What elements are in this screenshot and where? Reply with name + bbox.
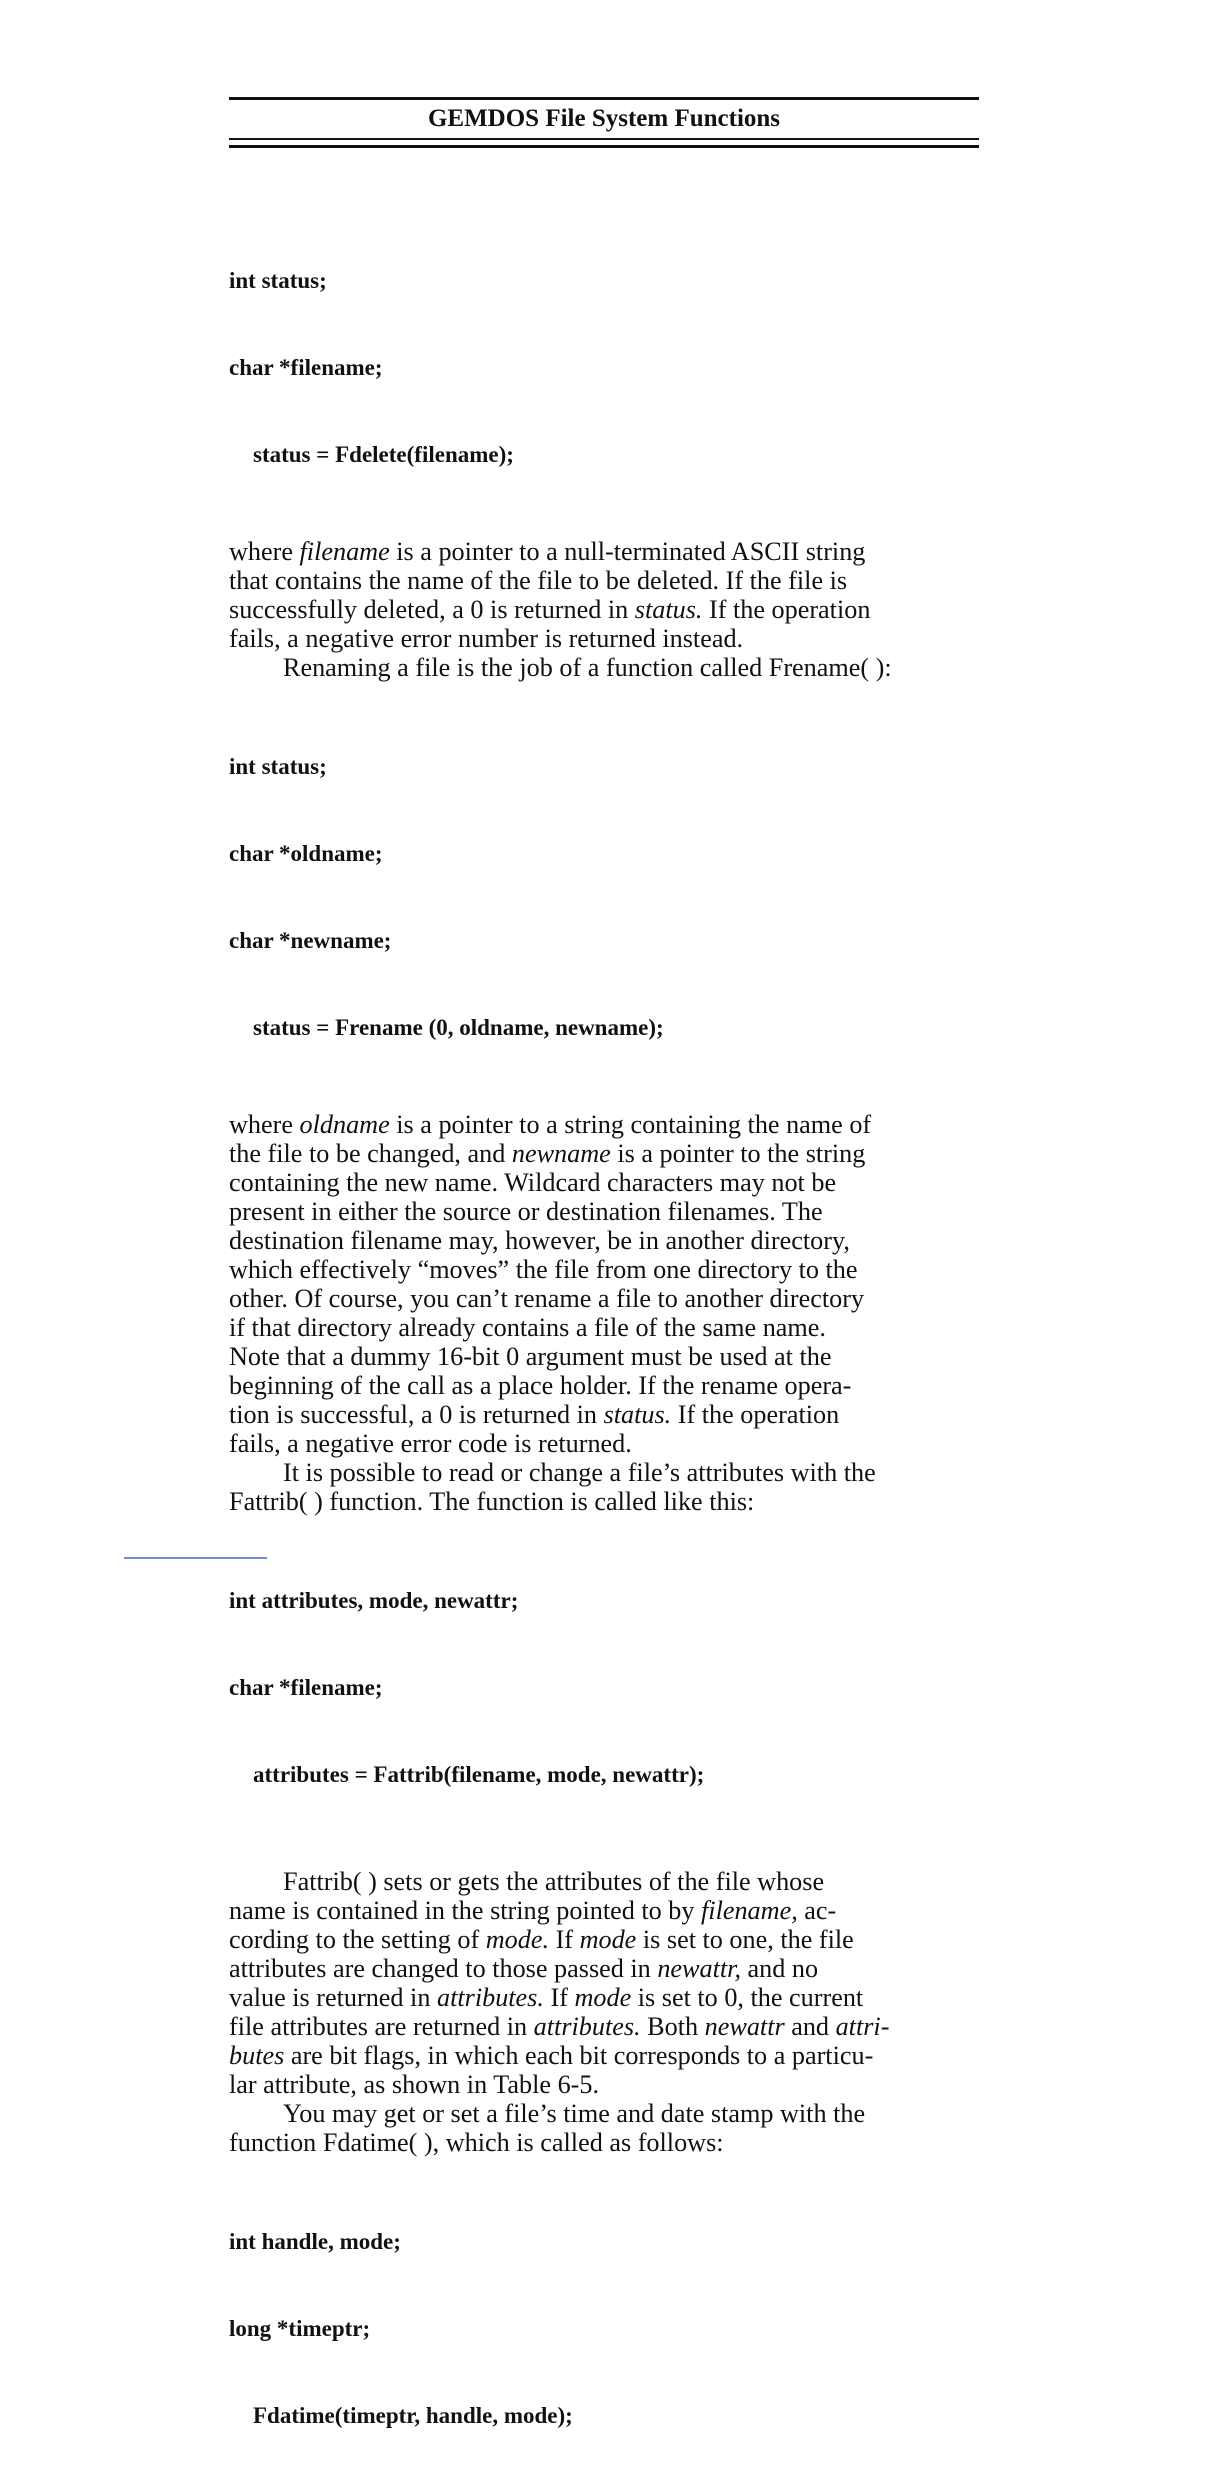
code-line: status = Frename (0, oldname, newname); [253, 1015, 664, 1040]
text-line: cording to the setting of mode. If mode is set to one, the file [229, 1925, 854, 1954]
text-line: name is contained in the string pointed to by filename, ac- [229, 1896, 837, 1925]
code-line: char *filename; [229, 355, 383, 380]
text-line: where filename is a pointer to a null-terminated ASCII string [229, 537, 866, 566]
footer-rule [124, 1557, 267, 1559]
text-line: present in either the source or destination filenames. The [229, 1197, 823, 1226]
code-block-fattrib [229, 1528, 981, 1847]
code-line: int handle, mode; [229, 2229, 401, 2254]
text-line: beginning of the call as a place holder. If the rename opera- [229, 1371, 852, 1400]
header-rule-top [229, 97, 979, 100]
text-line: fails, a negative error number is returned instead. [229, 624, 744, 653]
code-line: int attributes, mode, newattr; [229, 1588, 519, 1613]
italic-term: butes [229, 2041, 285, 2070]
italic-term: mode [579, 1925, 637, 1954]
text-line: tion is successful, a 0 is returned in status. If the operation [229, 1400, 840, 1429]
italic-term: newname [511, 1139, 611, 1168]
code-line: char *newname; [229, 928, 392, 953]
code-block-fdatime [229, 2169, 981, 2488]
paragraph-fattrib [229, 1867, 981, 2157]
text-line: lar attribute, as shown in Table 6-5. [229, 2070, 600, 2099]
text-line: which effectively “moves” the file from one directory to the [229, 1255, 858, 1284]
text-line: file attributes are returned in attributes. Both newattr and attri- [229, 2012, 890, 2041]
text-line: Renaming a file is the job of a function called Frename( ): [283, 653, 892, 682]
italic-term: mode [574, 1983, 632, 2012]
text-line: if that directory already contains a file of the same name. [229, 1313, 826, 1342]
text-line: You may get or set a file’s time and date stamp with the [283, 2099, 866, 2128]
header-rule-bottom-2 [229, 145, 979, 148]
code-line: int status; [229, 754, 327, 779]
text-line: successfully deleted, a 0 is returned in status. If the operation [229, 595, 871, 624]
text-line: attributes are changed to those passed in newattr, and no [229, 1954, 819, 1983]
code-line: Fdatime(timeptr, handle, mode); [253, 2403, 573, 2428]
text-line: function Fdatime( ), which is called as follows: [229, 2128, 724, 2157]
italic-term: status. [634, 595, 703, 624]
text-line: other. Of course, you can’t rename a file to another directory [229, 1284, 865, 1313]
text-line: Fattrib( ) function. The function is called like this: [229, 1487, 755, 1516]
code-block-frename [229, 694, 981, 1100]
italic-term: oldname [299, 1110, 390, 1139]
text-line: that contains the name of the file to be deleted. If the file is [229, 566, 848, 595]
italic-term: newattr, [657, 1954, 741, 1983]
paragraph-fdelete [229, 537, 981, 682]
text-line: It is possible to read or change a file’s attributes with the [283, 1458, 876, 1487]
italic-term: attributes. [533, 2012, 641, 2041]
italic-term: filename [299, 537, 390, 566]
text-line: value is returned in attributes. If mode is set to 0, the current [229, 1983, 864, 2012]
code-line: char *oldname; [229, 841, 383, 866]
code-line: int status; [229, 268, 327, 293]
paragraph-frename [229, 1110, 981, 1516]
text-line: the file to be changed, and newname is a pointer to the string [229, 1139, 866, 1168]
text-line: where oldname is a pointer to a string containing the name of [229, 1110, 872, 1139]
text-line: destination filename may, however, be in another directory, [229, 1226, 850, 1255]
header-rule-bottom-1 [229, 138, 979, 140]
code-line: long *timeptr; [229, 2316, 371, 2341]
italic-term: filename, [701, 1896, 798, 1925]
text-line: fails, a negative error code is returned. [229, 1429, 632, 1458]
text-line: Fattrib( ) sets or gets the attributes of the file whose [283, 1867, 825, 1896]
code-block-fdelete [229, 208, 981, 527]
text-line: Note that a dummy 16-bit 0 argument must be used at the [229, 1342, 832, 1371]
text-line: butes are bit flags, in which each bit corresponds to a particu- [229, 2041, 874, 2070]
code-line: attributes = Fattrib(filename, mode, newattr); [253, 1762, 705, 1787]
page-content [229, 208, 981, 2488]
code-line: status = Fdelete(filename); [253, 442, 514, 467]
italic-term: status. [603, 1400, 672, 1429]
page-header-title: GEMDOS File System Functions [427, 105, 781, 132]
italic-term: attributes. [436, 1983, 544, 2012]
code-line: char *filename; [229, 1675, 383, 1700]
italic-term: mode. [485, 1925, 550, 1954]
text-line: containing the new name. Wildcard characters may not be [229, 1168, 837, 1197]
italic-term: newattr [704, 2012, 785, 2041]
italic-term: attri- [835, 2012, 890, 2041]
